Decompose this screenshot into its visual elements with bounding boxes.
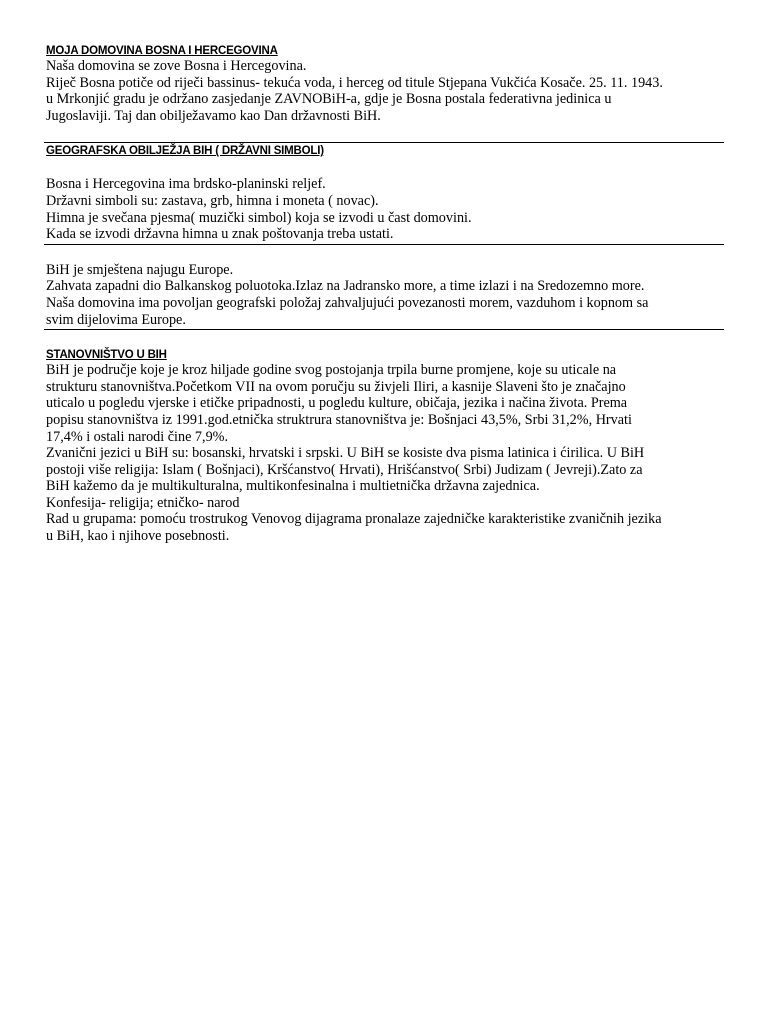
divider [44,329,724,330]
paragraph-stanovnistvo [46,362,726,545]
divider [44,244,724,245]
text-line: Naša domovina se zove Bosna i Hercegovina. [46,58,307,74]
paragraph-domovina [46,58,726,124]
heading-stanovnistvo: STANOVNIŠTVO U BIH [46,349,167,362]
text-line: postoji više religija: Islam ( Bošnjaci), Kršćanstvo( Hrvati), Hrišćanstvo( Srbi) Judizam ( Jevreji).Zato za [46,461,643,478]
text-line: popisu stanovništva iz 1991.god.etnička struktrura stanovništva je: Bošnjaci 43,5%, Srbi 31,2%, Hrvati [46,411,632,428]
text-line: Bosna i Hercegovina ima brdsko-planinski reljef. [46,176,326,193]
paragraph-polozaj [46,262,726,328]
section-domovina [46,44,726,124]
text-line: Jugoslaviji. Taj dan obilježavamo kao Dan državnosti BiH. [46,107,381,124]
text-line: strukturu stanovništva.Početkom VII na ovom poručju su živjeli Iliri, a kasnije Slaveni što je značajno [46,378,626,395]
section-polozaj [46,262,726,328]
text-line: Rad u grupama: pomoću trostrukog Venovog dijagrama pronalaze zajedničke karakteristike zvaničnih jezika [46,511,662,528]
text-line: Riječ Bosna potiče od riječi bassinus- tekuća voda, i herceg od titule Stjepana Vukčića Kosače. 25. 11. 1943. [46,74,663,91]
text-line: u Mrkonjić gradu je održano zasjedanje ZAVNOBiH-a, gdje je Bosna postala federativna jedinica u [46,91,612,108]
text-line: Zvanični jezici u BiH su: bosanski, hrvatski i srpski. U BiH se kosiste dva pisma latinica i ćirilica. U BiH [46,445,645,462]
text-line: BiH je područje koje je kroz hiljade godine svog postojanja trpila burne promjene, koje su uticale na [46,362,617,379]
text-line: Kada se izvodi državna himna u znak poštovanja treba ustati. [46,226,394,243]
document-content [46,44,726,545]
text-line: 17,4% i ostali narodi čine 7,9%. [46,428,229,445]
divider [44,142,724,143]
text-line: uticalo u pogledu vjerske i etičke pripadnosti, u pogledu kulture, običaja, jezika i načina života. Prema [46,395,628,412]
text-line: BiH kažemo da je multikulturalna, multikonfesinalna i multietnička državna zajednica. [46,478,540,495]
section-stanovnistvo [46,348,726,545]
text-line: u BiH, kao i njihove posebnosti. [46,528,230,545]
text-line: Zahvata zapadni dio Balkanskog poluotoka.Izlaz na Jadransko more, a time izlazi i na Sredozemno more. [46,278,645,295]
text-line: BiH je smještena najugu Europe. [46,261,234,278]
text-line: Državni simboli su: zastava, grb, himna i moneta ( novac). [46,192,379,209]
section-geografska [46,144,726,242]
text-line: Himna je svečana pjesma( muzički simbol) koja se izvodi u čast domovini. [46,209,472,226]
text-line: Konfesija- religija; etničko- narod [46,494,240,511]
paragraph-simboli [46,176,726,242]
text-line: svim dijelovima Europe. [46,311,186,328]
heading-domovina: MOJA DOMOVINA BOSNA I HERCEGOVINA [46,45,278,57]
heading-geografska: GEOGRAFSKA OBILJEŽJA BIH ( DRŽAVNI SIMBOLI) [46,145,324,158]
text-line: Naša domovina ima povoljan geografski položaj zahvaljujući povezanosti morem, vazduhom i kopnom sa [46,294,649,311]
